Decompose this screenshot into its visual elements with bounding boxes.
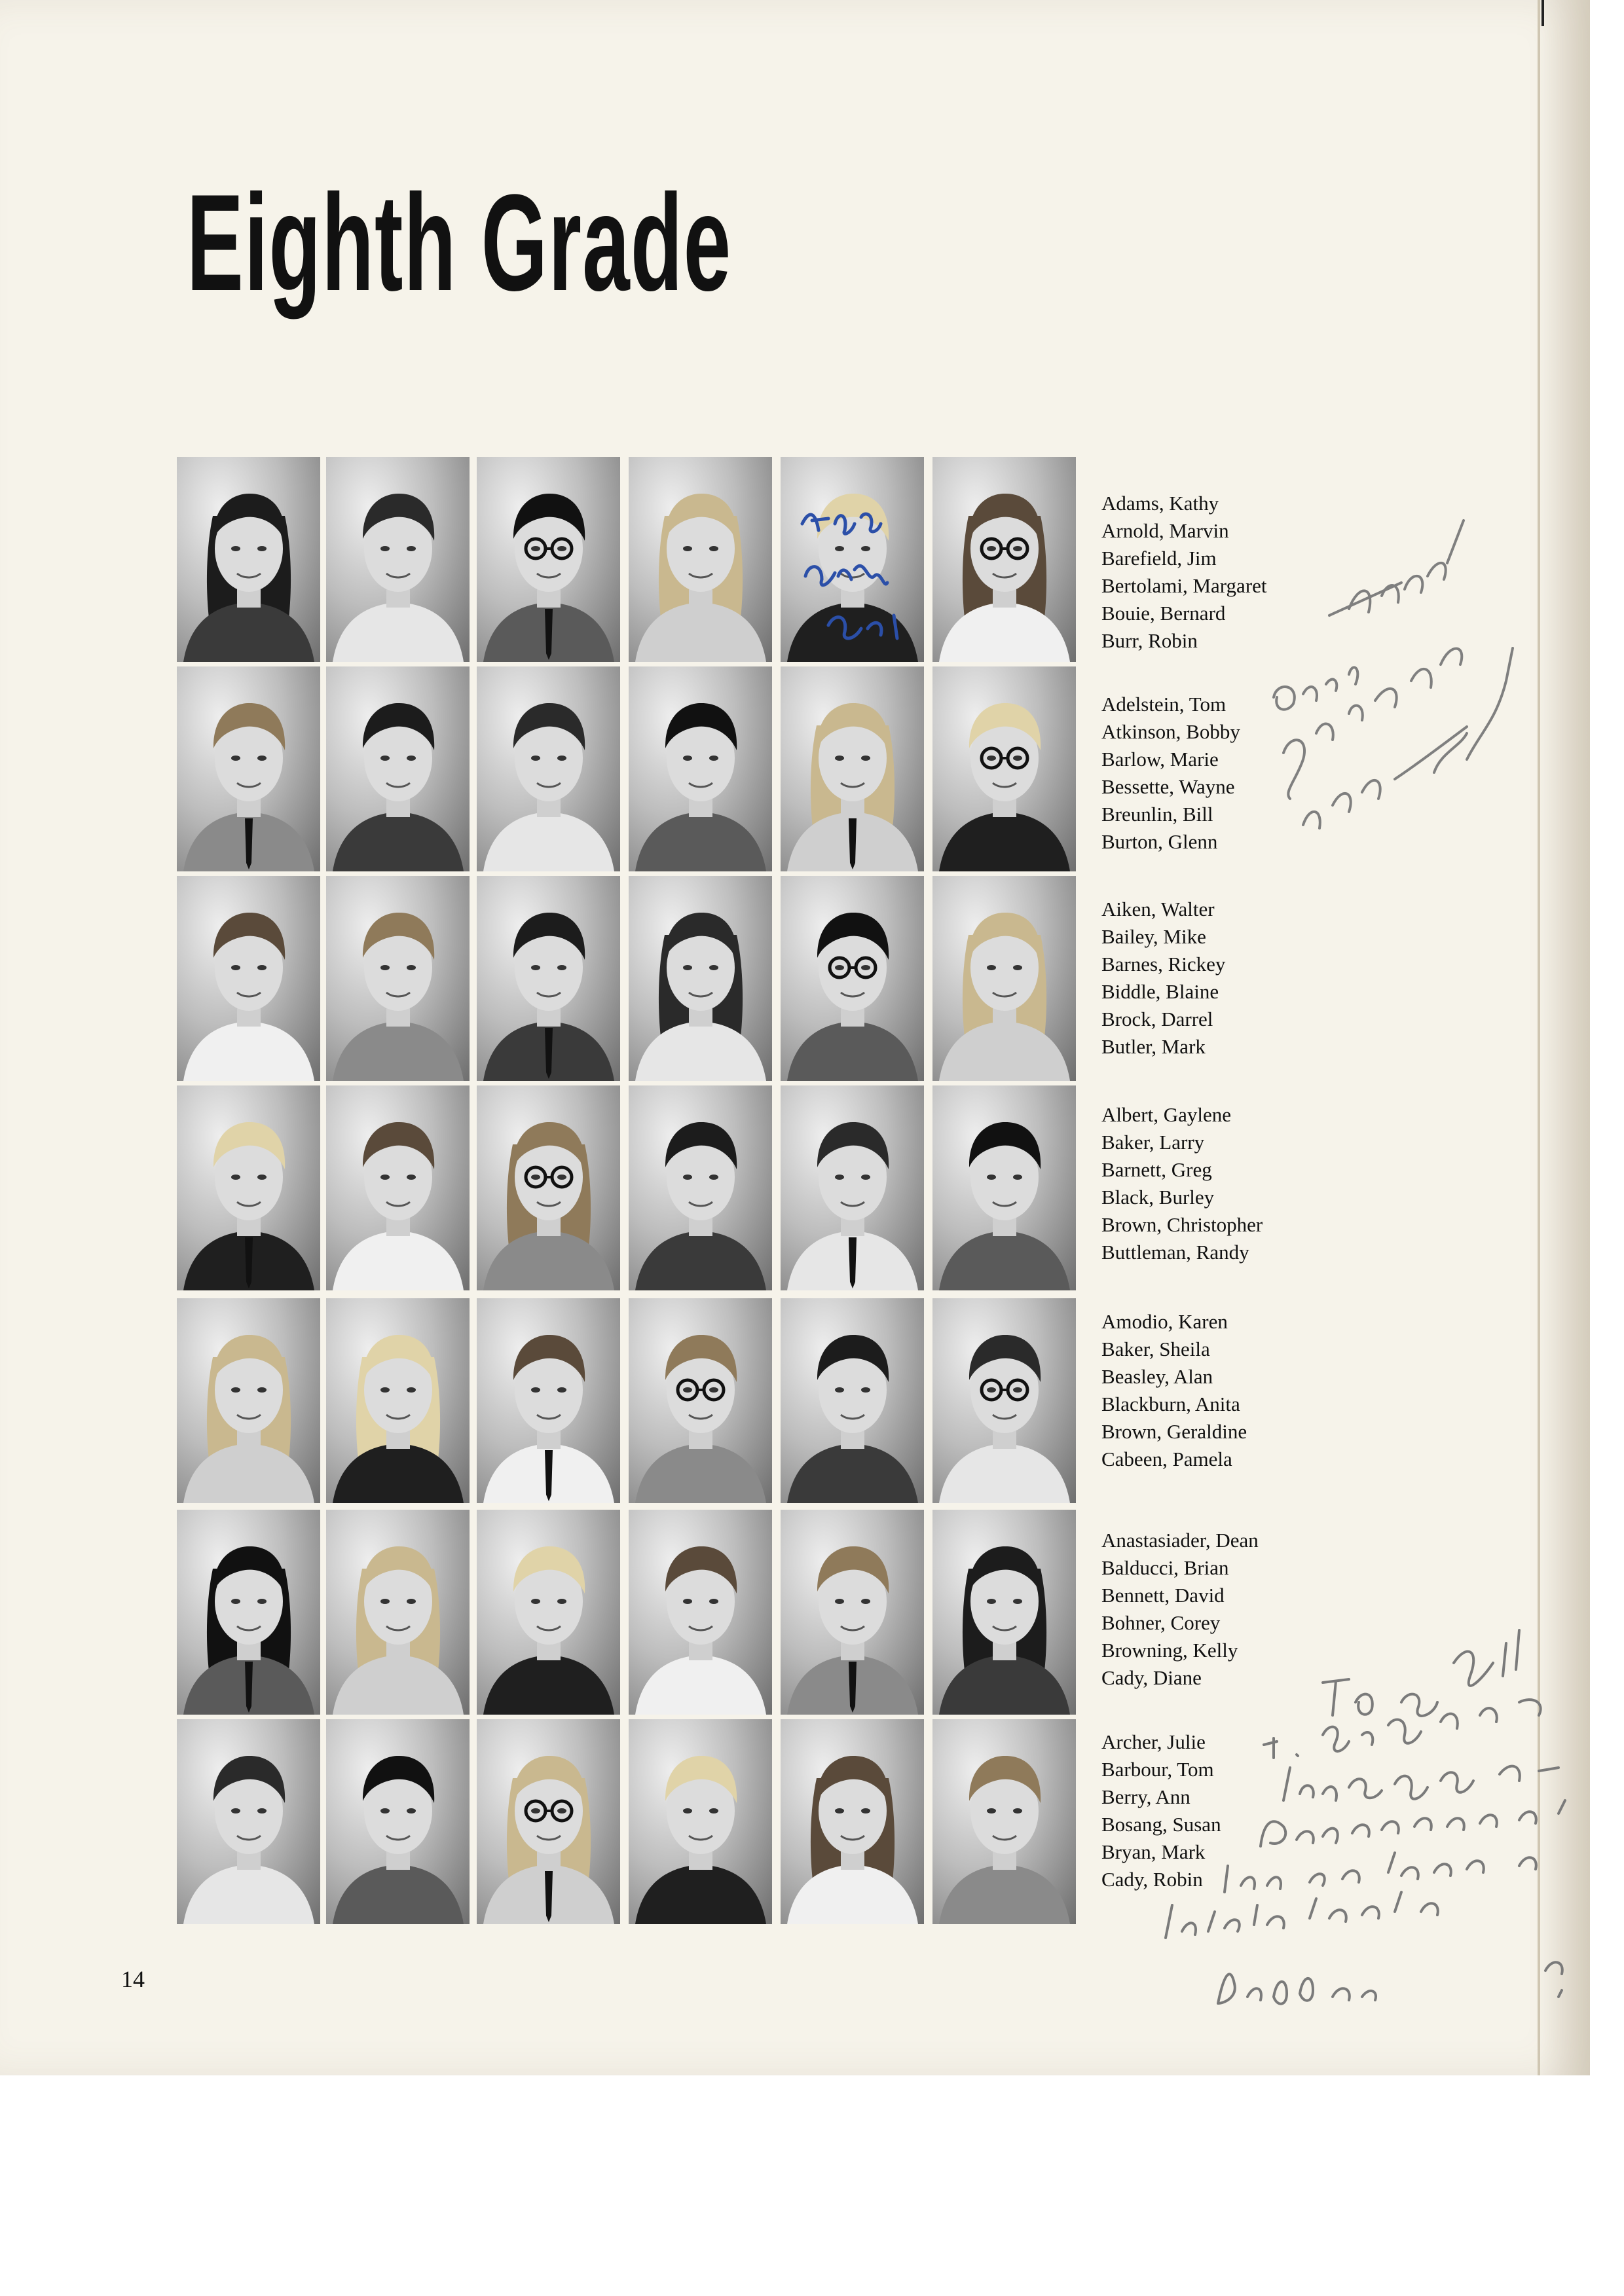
- student-name: Brown, Geraldine: [1101, 1420, 1247, 1443]
- name-list: [1101, 490, 1267, 655]
- student-portrait: [177, 876, 320, 1081]
- portrait-row: [177, 457, 1071, 662]
- portrait-silhouette: [326, 666, 470, 871]
- student-portrait: [781, 1719, 924, 1924]
- student-name: Biddle, Blaine: [1101, 980, 1219, 1003]
- portrait-row: [177, 1510, 1071, 1715]
- student-portrait: [781, 876, 924, 1081]
- student-portrait: [629, 876, 772, 1081]
- student-portrait: [781, 1510, 924, 1715]
- portrait-silhouette: [629, 1085, 772, 1290]
- student-portrait: [932, 666, 1076, 871]
- name-list: [1101, 1101, 1263, 1266]
- portrait-silhouette: [177, 1085, 320, 1290]
- student-name: Balducci, Brian: [1101, 1556, 1229, 1579]
- student-name: Adelstein, Tom: [1101, 693, 1227, 716]
- portrait-silhouette: [932, 1719, 1076, 1924]
- student-name: Cady, Robin: [1101, 1868, 1203, 1891]
- student-portrait: [932, 457, 1076, 662]
- portrait-silhouette: [629, 1719, 772, 1924]
- student-name: Brock, Darrel: [1101, 1008, 1213, 1030]
- student-name: Albert, Gaylene: [1101, 1103, 1231, 1126]
- student-portrait: [326, 457, 470, 662]
- student-portrait: [477, 1085, 620, 1290]
- student-name: Browning, Kelly: [1101, 1639, 1238, 1662]
- student-portrait: [932, 1510, 1076, 1715]
- student-name: Atkinson, Bobby: [1101, 720, 1240, 743]
- student-name: Burr, Robin: [1101, 629, 1198, 652]
- student-portrait: [177, 666, 320, 871]
- student-name: Beasley, Alan: [1101, 1365, 1213, 1388]
- student-portrait: [781, 1085, 924, 1290]
- portrait-silhouette: [326, 876, 470, 1081]
- student-portrait: [629, 1085, 772, 1290]
- page-title: Eighth Grade: [187, 166, 732, 319]
- student-portrait: [177, 1719, 320, 1924]
- portrait-silhouette: [932, 1085, 1076, 1290]
- portrait-silhouette: [629, 666, 772, 871]
- portrait-row: [177, 1719, 1071, 1924]
- student-name: Bailey, Mike: [1101, 925, 1206, 948]
- portrait-row: [177, 1085, 1071, 1290]
- portrait-row: [177, 876, 1071, 1081]
- student-portrait: [177, 1298, 320, 1503]
- student-name: Bohner, Corey: [1101, 1611, 1221, 1634]
- portrait-silhouette: [629, 1510, 772, 1715]
- student-portrait: [326, 1298, 470, 1503]
- student-name: Barbour, Tom: [1101, 1758, 1214, 1781]
- student-name: Bennett, David: [1101, 1584, 1225, 1607]
- student-portrait: [477, 1510, 620, 1715]
- student-portrait: [477, 876, 620, 1081]
- student-portrait: [629, 1510, 772, 1715]
- student-portrait: [932, 1298, 1076, 1503]
- student-portrait: [326, 1719, 470, 1924]
- portrait-silhouette: [326, 1085, 470, 1290]
- student-portrait: [932, 1085, 1076, 1290]
- student-portrait: [326, 1510, 470, 1715]
- portrait-row: [177, 666, 1071, 871]
- student-portrait: [477, 666, 620, 871]
- student-name: Bryan, Mark: [1101, 1840, 1206, 1863]
- portrait-silhouette: [177, 1298, 320, 1503]
- name-list: [1101, 1308, 1247, 1473]
- portrait-silhouette: [477, 457, 620, 662]
- portrait-silhouette: [177, 457, 320, 662]
- student-portrait: [629, 457, 772, 662]
- student-name: Barefield, Jim: [1101, 547, 1217, 570]
- student-portrait: [177, 1085, 320, 1290]
- name-list: [1101, 896, 1225, 1061]
- portrait-row: [177, 1298, 1071, 1503]
- student-name: Breunlin, Bill: [1101, 803, 1213, 826]
- student-name: Burton, Glenn: [1101, 830, 1218, 853]
- portrait-silhouette: [477, 1085, 620, 1290]
- student-portrait: [326, 876, 470, 1081]
- portrait-silhouette: [326, 457, 470, 662]
- portrait-silhouette: [932, 1510, 1076, 1715]
- portrait-silhouette: [629, 457, 772, 662]
- portrait-silhouette: [326, 1510, 470, 1715]
- portrait-silhouette: [477, 1298, 620, 1503]
- portrait-silhouette: [932, 876, 1076, 1081]
- student-name: Brown, Christopher: [1101, 1213, 1263, 1236]
- student-name: Adams, Kathy: [1101, 492, 1219, 515]
- student-name: Aiken, Walter: [1101, 898, 1215, 920]
- student-name: Cabeen, Pamela: [1101, 1448, 1232, 1470]
- student-name: Barnett, Greg: [1101, 1158, 1212, 1181]
- portrait-silhouette: [177, 1719, 320, 1924]
- name-list: [1101, 691, 1240, 856]
- handwritten-note-top-right: [1270, 517, 1545, 845]
- portrait-silhouette: [629, 876, 772, 1081]
- student-name: Archer, Julie: [1101, 1730, 1206, 1753]
- student-portrait: [477, 1298, 620, 1503]
- student-name: Arnold, Marvin: [1101, 519, 1229, 542]
- portrait-silhouette: [477, 1510, 620, 1715]
- student-name: Bertolami, Margaret: [1101, 574, 1267, 597]
- student-portrait: [781, 1298, 924, 1503]
- portrait-silhouette: [781, 666, 924, 871]
- student-portrait: [932, 876, 1076, 1081]
- student-portrait: [629, 1719, 772, 1924]
- handwritten-note-bottom-right: [1126, 1604, 1585, 2075]
- student-name: Bessette, Wayne: [1101, 775, 1235, 798]
- portrait-silhouette: [477, 666, 620, 871]
- student-name: Cady, Diane: [1101, 1666, 1202, 1689]
- student-name: Barnes, Rickey: [1101, 953, 1226, 975]
- portrait-silhouette: [177, 666, 320, 871]
- portrait-silhouette: [326, 1719, 470, 1924]
- portrait-silhouette: [781, 1085, 924, 1290]
- student-portrait: [477, 457, 620, 662]
- portrait-silhouette: [477, 876, 620, 1081]
- student-name: Blackburn, Anita: [1101, 1393, 1240, 1415]
- student-portrait: [629, 1298, 772, 1503]
- portrait-silhouette: [629, 1298, 772, 1503]
- student-name: Black, Burley: [1101, 1186, 1215, 1209]
- student-name: Bouie, Bernard: [1101, 602, 1226, 625]
- portrait-silhouette: [781, 876, 924, 1081]
- handwritten-note-on-photo: [789, 484, 933, 687]
- page-number: 14: [121, 1966, 145, 1992]
- student-portrait: [177, 457, 320, 662]
- portrait-silhouette: [177, 876, 320, 1081]
- portrait-silhouette: [781, 1719, 924, 1924]
- page-edge-mark: [1541, 0, 1544, 26]
- student-portrait: [326, 666, 470, 871]
- student-portrait: [326, 1085, 470, 1290]
- student-name: Buttleman, Randy: [1101, 1241, 1249, 1264]
- student-name: Barlow, Marie: [1101, 748, 1219, 771]
- student-portrait: [781, 666, 924, 871]
- portrait-silhouette: [326, 1298, 470, 1503]
- student-name: Amodio, Karen: [1101, 1310, 1228, 1333]
- student-portrait: [932, 1719, 1076, 1924]
- portrait-silhouette: [781, 1510, 924, 1715]
- portrait-silhouette: [932, 457, 1076, 662]
- student-portrait: [477, 1719, 620, 1924]
- student-name: Baker, Larry: [1101, 1131, 1205, 1154]
- student-portrait: [177, 1510, 320, 1715]
- student-name: Butler, Mark: [1101, 1035, 1206, 1058]
- portrait-silhouette: [932, 666, 1076, 871]
- portrait-silhouette: [177, 1510, 320, 1715]
- portrait-silhouette: [477, 1719, 620, 1924]
- student-name: Bosang, Susan: [1101, 1813, 1221, 1836]
- portrait-silhouette: [781, 1298, 924, 1503]
- student-portrait: [629, 666, 772, 871]
- student-name: Anastasiader, Dean: [1101, 1529, 1259, 1552]
- student-name: Berry, Ann: [1101, 1785, 1190, 1808]
- student-name: Baker, Sheila: [1101, 1338, 1210, 1360]
- portrait-silhouette: [932, 1298, 1076, 1503]
